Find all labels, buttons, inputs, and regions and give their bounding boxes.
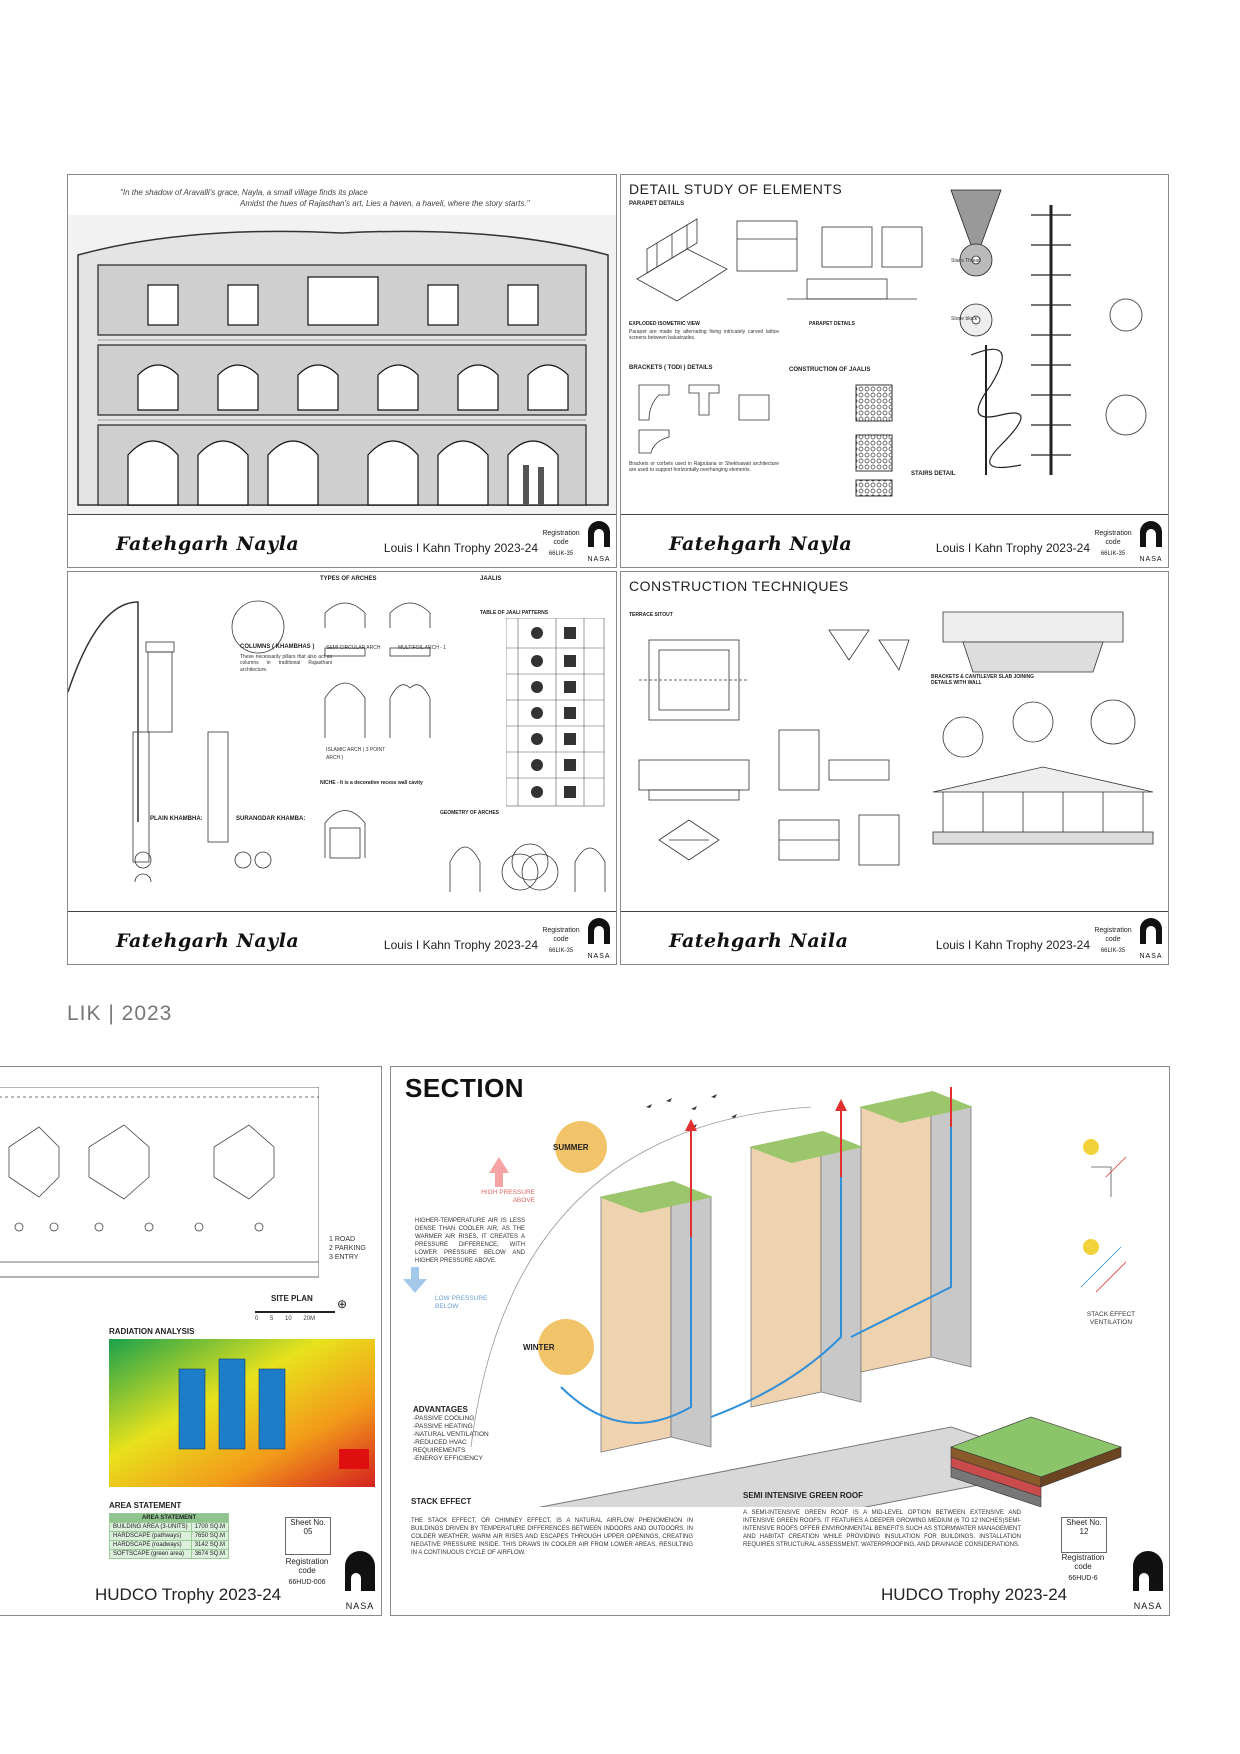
- stairs-detail-label: STAIRS DETAIL: [911, 471, 956, 477]
- stairs-drawing: [931, 185, 1161, 485]
- trophy-name: HUDCO Trophy 2023-24: [881, 1585, 1068, 1604]
- chhatri-bracket-drawing: [923, 592, 1163, 882]
- registration-code: Registration code 66LIK-35: [1094, 927, 1132, 954]
- semi-circular-label: SEMI CIRCULAR ARCH: [326, 645, 381, 651]
- multifoil-label: MULTIFOIL ARCH - 1: [398, 645, 447, 651]
- title-block: [68, 911, 616, 964]
- site-plan-drawing: [0, 1087, 319, 1287]
- lik-year-label: LIK | 2023: [67, 1002, 173, 1025]
- registration-code: Registration code 66HUD-006: [285, 1557, 329, 1607]
- stack-effect-text: THE STACK EFFECT, OR CHIMNEY EFFECT, IS A NATURAL AIRFLOW PHENOMENON IN BUILDINGS DRIVEN BY TEMPERATURE DIFFERENCES BETWEEN INDOORS AND OUTDOORS. IN COLDER WEATHER, WARM AIR RISES AND ESCAPES THROUGH UPPER OPENINGS, CREATING NEGATIVE PRESSURE INSIDE. THIS DRAWS IN COOLER AIR FROM LOWER AREAS, RESULTING IN A CONTINUOUS CYCLE OF AIRFLOW.: [411, 1518, 693, 1556]
- terrace-sitout-label: TERRACE SITOUT: [629, 612, 673, 618]
- project-name: Fatehgarh Nayla: [116, 533, 300, 555]
- sheet-heading: CONSTRUCTION TECHNIQUES: [629, 578, 849, 594]
- trophy-name: Louis I Kahn Trophy 2023-24: [383, 541, 538, 555]
- nasa-logo: NASA: [1138, 519, 1164, 563]
- geometry-label: GEOMETRY OF ARCHES: [440, 810, 499, 816]
- sheet-site-plan: [0, 1066, 382, 1616]
- nasa-logo: NASA: [586, 916, 612, 960]
- scale-labels: 0 5 10 20M: [255, 1316, 316, 1322]
- sheet-section: [390, 1066, 1170, 1616]
- registration-code: Registration code 66LIK-35: [1094, 530, 1132, 557]
- sheet-number-box: Sheet No. 05: [285, 1517, 331, 1555]
- columns-label: COLUMNS ( KHAMBHAS ): [240, 644, 315, 650]
- stone-block-label: Stone block: [951, 316, 978, 322]
- parapet-details-label: PARAPET DETAILS: [809, 321, 855, 327]
- area-statement-label: AREA STATEMENT: [109, 1501, 182, 1510]
- title-block: [621, 911, 1168, 964]
- area-statement-table: AREA STATEMENT BUILDING AREA (3-UNITS) 1700 SQ.M HARDSCAPE (pathways) 7650 SQ.M HARDSCAPE (roadways) 3142 SQ.M SOFTSCAPE (green area) 3674 SQ.M: [109, 1513, 229, 1559]
- islamic-arch-label: ISLAMIC ARCH ( 3 POINT ARCH ): [326, 747, 386, 761]
- sheet-construction-techniques: [620, 571, 1169, 965]
- stack-vent-label: STACK EFFECT VENTILATION: [1086, 1311, 1136, 1326]
- brackets-label: BRACKETS ( TODI ) DETAILS: [629, 365, 713, 371]
- sheet-detail-study: [620, 174, 1169, 568]
- jaalis-label: CONSTRUCTION OF JAALIS: [789, 367, 871, 373]
- parapet-drawings: [627, 209, 927, 319]
- bracket-slab-label: BRACKETS & CANTILEVER SLAB JOINING DETAILS WITH WALL: [931, 674, 1035, 686]
- north-arrow-icon: ⊕: [337, 1297, 348, 1311]
- project-name: Fatehgarh Nayla: [669, 533, 853, 555]
- registration-code: Registration code 66LIK-35: [542, 927, 580, 954]
- parapet-label: PARAPET DETAILS: [629, 201, 685, 207]
- project-name: Fatehgarh Naila: [669, 930, 849, 952]
- trophy-name: HUDCO Trophy 2023-24: [95, 1585, 282, 1604]
- summer-label: SUMMER: [553, 1143, 589, 1152]
- advantages-title: ADVANTAGES: [413, 1405, 468, 1414]
- poem-quote: "In the shadow of Aravalli's grace, Nayla, a small village finds its place Amidst the hues of Rajasthan's art, Lies a haven, a haveli, where the story starts.": [120, 188, 530, 208]
- site-plan-label: SITE PLAN: [271, 1294, 313, 1303]
- green-roof-text: A SEMI-INTENSIVE GREEN ROOF IS A MID-LEVEL OPTION BETWEEN EXTENSIVE AND INTENSIVE GREEN ROOFS. IT FEATURES A DEEPER GROWING MEDIUM (6 TO 12 INCHES)SEMI-INTENSIVE ROOFS OFFER ENVIRONMENTAL BENEFITS SUCH AS STORMWATER MANAGEMENT AND HABITAT CREATION WHILE PROVIDING INSULATION FOR BUILDINGS. INSTALLATION REQUIRES STRUCTURAL ASSESSMENT, WATERPROOFING, AND DRAINAGE CONSIDERATIONS.: [743, 1510, 1021, 1548]
- trophy-name: Louis I Kahn Trophy 2023-24: [935, 938, 1090, 952]
- nasa-logo: NASA: [1131, 1549, 1165, 1611]
- jaali-drawings: [846, 380, 926, 500]
- exploded-label: EXPLODED ISOMETRIC VIEW: [629, 321, 700, 327]
- sheet-heading: DETAIL STUDY OF ELEMENTS: [629, 181, 843, 197]
- winter-label: WINTER: [523, 1343, 555, 1352]
- site-legend: 1 ROAD 2 PARKING 3 ENTRY: [329, 1236, 366, 1261]
- plain-khambha-label: PLAIN KHAMBHA:: [150, 816, 203, 822]
- jaali-table-label: TABLE OF JAALI PATTERNS: [480, 610, 549, 616]
- columns-note: These necessarily pillars that also act as columns in traditional Rajasthani architecture.: [240, 654, 332, 673]
- title-block: [621, 514, 1168, 567]
- trophy-name: Louis I Kahn Trophy 2023-24: [935, 541, 1090, 555]
- green-roof-title: SEMI INTENSIVE GREEN ROOF: [743, 1491, 864, 1500]
- low-pressure-label: LOW PRESSURE BELOW: [435, 1295, 488, 1310]
- radiation-label: RADIATION ANALYSIS: [109, 1327, 195, 1336]
- jaalis-label: JAALIS: [480, 576, 502, 582]
- nasa-logo: NASA: [586, 519, 612, 563]
- advantages-list: -PASSIVE COOLING -PASSIVE HEATING -NATURAL VENTILATION -REDUCED HVAC REQUIREMENTS -ENERGY EFFICIENCY: [413, 1415, 489, 1462]
- registration-code: Registration code 66LIK-35: [542, 530, 580, 557]
- sheet-haveli-sketch: [67, 174, 617, 568]
- high-pressure-label: HIGH PRESSURE ABOVE: [481, 1189, 535, 1204]
- stair-tread-label: Stairs Thread: [951, 258, 981, 264]
- bracket-drawings: [629, 375, 779, 455]
- parapet-note: Parapet are made by alternating fixing intricately carved lattice screens between balustrades.: [629, 329, 779, 342]
- stack-effect-title: STACK EFFECT: [411, 1497, 472, 1506]
- section-title: SECTION: [405, 1073, 525, 1103]
- trophy-name: Louis I Kahn Trophy 2023-24: [383, 938, 538, 952]
- bracket-note: Brackets or corbels used in Rajputana or Shekhawati architecture are used to support horizontally overhanging elements.: [629, 461, 779, 474]
- surangdar-label: SURANGDAR KHAMBA:: [236, 816, 306, 822]
- sheet-arches-columns: [67, 571, 617, 965]
- niche-label: NICHE - It is a decorative recess wall cavity: [320, 780, 423, 786]
- haveli-sketch-drawing: [68, 215, 616, 555]
- title-block: [68, 514, 616, 567]
- columns-drawing: [68, 582, 298, 882]
- jaali-pattern-table: [506, 618, 606, 808]
- types-arches-label: TYPES OF ARCHES: [320, 576, 377, 582]
- nasa-logo: NASA: [343, 1549, 377, 1611]
- sheet-number-box: Sheet No. 12: [1061, 1517, 1107, 1553]
- pressure-text: HIGHER-TEMPERATURE AIR IS LESS DENSE THAN COOLER AIR, AS THE WARMER AIR RISES, IT CREATES A PRESSURE DIFFERENCE, WITH LOWER PRESSURE BELOW AND HIGHER PRESSURE ABOVE.: [415, 1218, 525, 1264]
- project-name: Fatehgarh Nayla: [116, 930, 300, 952]
- registration-code: Registration code 66HUD-6: [1059, 1553, 1107, 1603]
- nasa-logo: NASA: [1138, 916, 1164, 960]
- radiation-analysis-image: [109, 1339, 375, 1487]
- construction-drawings: [629, 620, 919, 890]
- arch-geometry-drawing: [440, 822, 610, 902]
